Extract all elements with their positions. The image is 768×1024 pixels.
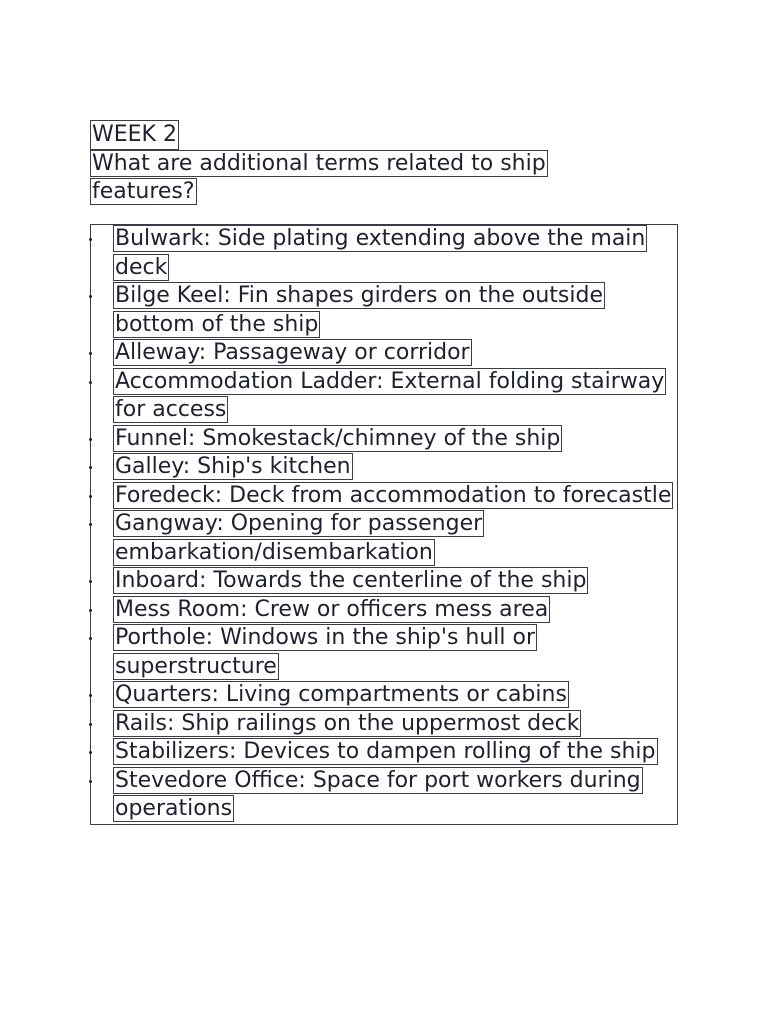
bullet-icon [89, 466, 92, 469]
bullet-icon [89, 352, 92, 355]
term-text: Mess Room: Crew or officers mess area [115, 596, 549, 622]
list-item [91, 510, 677, 567]
term-text: Alleway: Passageway or corridor [115, 340, 470, 365]
list-item [91, 368, 677, 425]
list-item [91, 453, 677, 482]
bullet-icon [89, 438, 92, 441]
list-item [91, 624, 677, 681]
bullet-icon [89, 723, 92, 726]
term-text: Porthole: Windows in the ship's hull or superstructure [115, 625, 536, 679]
terms-list [90, 224, 678, 825]
list-item [91, 425, 677, 454]
term-text: Stabilizers: Devices to dampen rolling of the ship [115, 739, 656, 764]
bullet-icon [89, 523, 92, 526]
list-item [91, 767, 677, 824]
bullet-icon [89, 580, 92, 583]
term-text: Funnel: Smokestack/chimney of the ship [115, 425, 561, 451]
bullet-icon [89, 238, 92, 241]
term-text: Bilge Keel: Fin shapes girders on the outside bottom of the ship [115, 283, 604, 337]
document-page [90, 120, 680, 825]
bullet-icon [89, 780, 92, 783]
bullet-icon [89, 381, 92, 384]
list-item [91, 282, 677, 339]
week-heading [90, 120, 680, 150]
term-text: Accommodation Ladder: External folding stairway for access [115, 368, 665, 422]
list-item [91, 710, 677, 739]
bullet-icon [89, 694, 92, 697]
bullet-icon [89, 495, 92, 498]
term-text: Foredeck: Deck from accommodation to forecastle [115, 482, 672, 508]
list-item [91, 482, 677, 511]
question-text: What are additional terms related to ship features? [92, 151, 546, 204]
term-text: Inboard: Towards the centerline of the ship [115, 568, 587, 593]
bullet-icon [89, 751, 92, 754]
term-text: Rails: Ship railings on the uppermost deck [115, 710, 580, 736]
bullet-icon [89, 637, 92, 640]
list-item [91, 339, 677, 368]
bullet-icon [89, 295, 92, 298]
list-item [91, 567, 677, 596]
question-heading [90, 150, 590, 206]
week-label: WEEK 2 [90, 120, 179, 150]
term-text: Bulwark: Side plating extending above the main deck [115, 226, 646, 280]
term-text: Gangway: Opening for passenger embarkation/disembarkation [115, 511, 483, 565]
term-text: Galley: Ship's kitchen [115, 454, 351, 479]
list-item [91, 738, 677, 767]
list-item [91, 596, 677, 625]
list-item [91, 681, 677, 710]
bullet-icon [89, 609, 92, 612]
term-text: Quarters: Living compartments or cabins [115, 682, 567, 707]
term-text: Stevedore Office: Space for port workers during operations [115, 767, 641, 821]
list-item [91, 225, 677, 282]
